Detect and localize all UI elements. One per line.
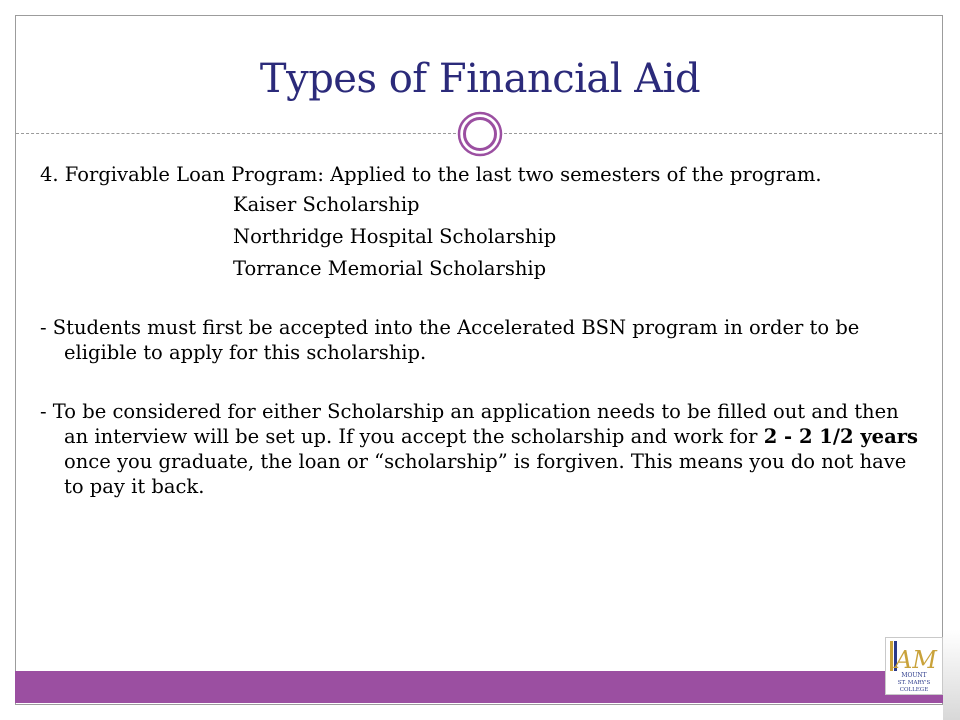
logo-line1: MOUNT bbox=[901, 672, 927, 679]
title-divider-right bbox=[504, 133, 942, 134]
item-heading: 4. Forgivable Loan Program: Applied to the last two semesters of the program. bbox=[40, 163, 822, 186]
ring-ornament-icon bbox=[456, 110, 504, 158]
eligibility-note: - Students must first be accepted into the Accelerated BSN program in order to be eligible to apply for this scholarship. bbox=[40, 316, 860, 364]
application-note-text: - To be considered for either Scholarship an application needs to be filled out and then an interview will be set up. If you accept the scholarship and work for bbox=[40, 400, 899, 448]
scholarship-item: Northridge Hospital Scholarship bbox=[233, 225, 557, 248]
page-shadow bbox=[943, 630, 960, 720]
application-note bbox=[40, 399, 920, 499]
title-divider-left bbox=[16, 133, 456, 134]
slide-body bbox=[40, 162, 920, 499]
college-logo-icon bbox=[886, 638, 942, 694]
college-logo bbox=[885, 637, 943, 695]
scholarship-item: Kaiser Scholarship bbox=[233, 193, 420, 216]
scholarship-item: Torrance Memorial Scholarship bbox=[233, 257, 547, 280]
footer-bar bbox=[15, 671, 943, 703]
slide-title: Types of Financial Aid bbox=[259, 56, 701, 102]
work-duration: 2 - 2 1/2 years bbox=[763, 425, 918, 448]
logo-line2: ST. MARY'S bbox=[897, 680, 931, 686]
logo-letters: AM bbox=[895, 646, 937, 674]
logo-line3: COLLEGE bbox=[899, 687, 929, 693]
application-note-text-end: once you graduate, the loan or “scholarship” is forgiven. This means you do not have to pay it back. bbox=[64, 450, 907, 498]
